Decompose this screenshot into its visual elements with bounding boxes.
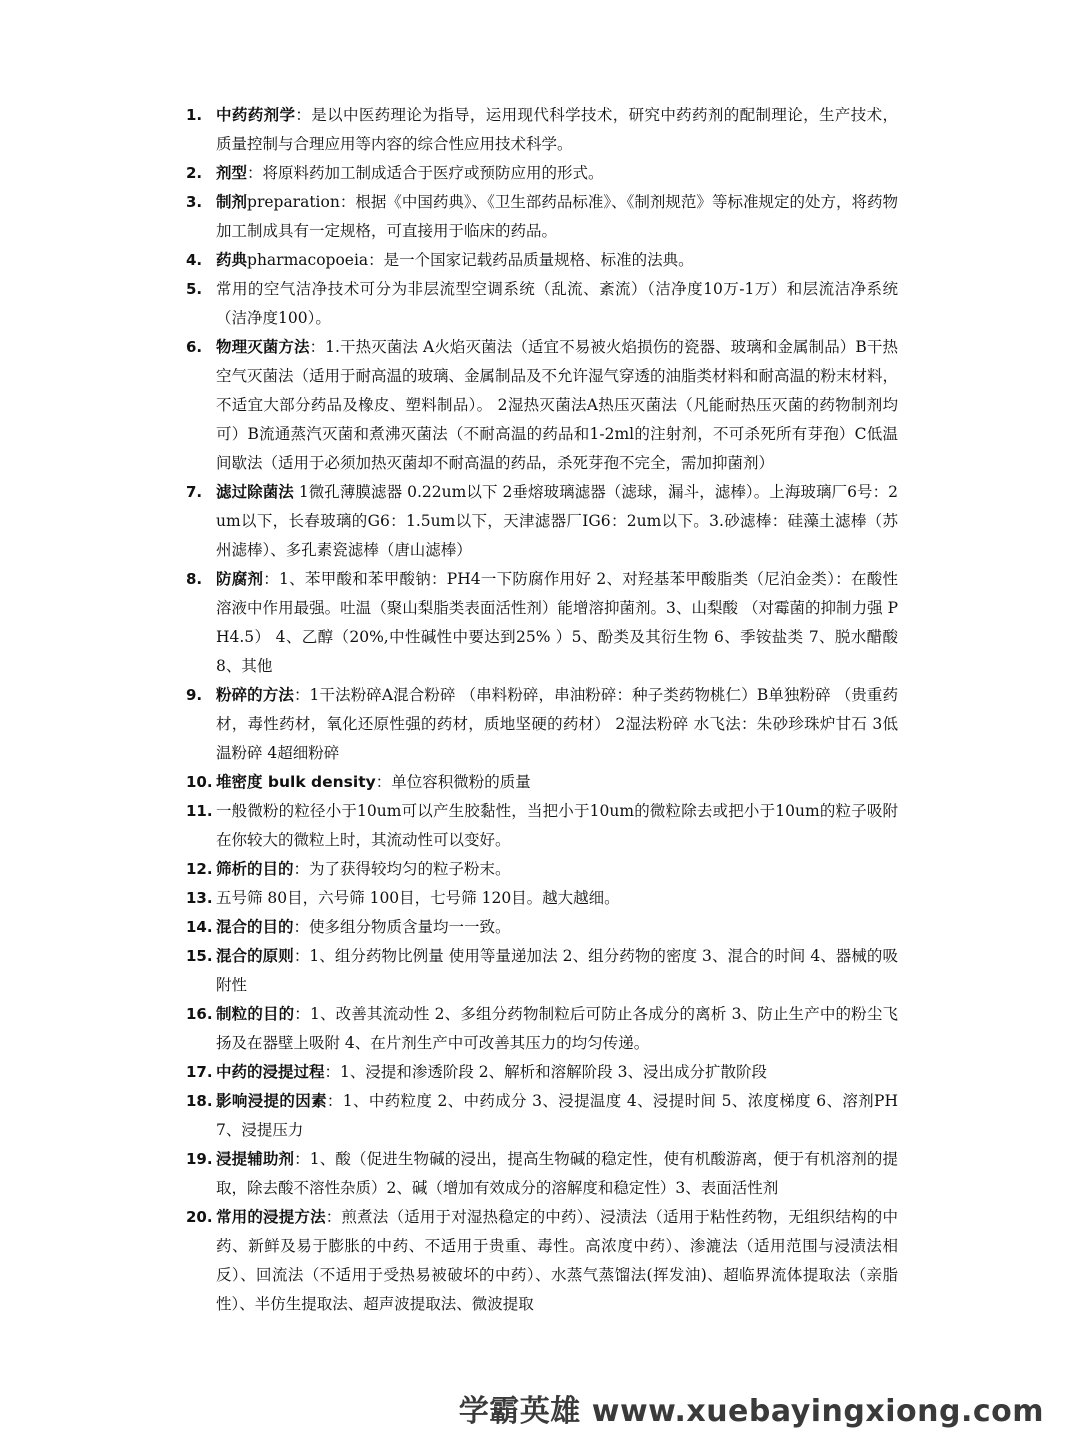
item-text bbox=[216, 913, 898, 942]
item-number: 10. bbox=[186, 773, 213, 791]
item-term: 粉碎的方法 bbox=[216, 686, 294, 704]
item-term: 中药药剂学 bbox=[216, 106, 296, 124]
item-number: 5. bbox=[186, 280, 203, 298]
item-number: 6. bbox=[186, 338, 203, 356]
item-term: 制剂 bbox=[216, 193, 248, 211]
item-body: ：为了获得较均匀的粒子粉末。 bbox=[293, 860, 511, 878]
item-number: 14. bbox=[186, 918, 213, 936]
list-item bbox=[186, 855, 898, 884]
list-item bbox=[186, 913, 898, 942]
item-text bbox=[216, 768, 898, 797]
item-number: 20. bbox=[186, 1208, 213, 1226]
item-text bbox=[216, 159, 898, 188]
list-item bbox=[186, 1058, 898, 1087]
list-item bbox=[186, 942, 898, 1000]
item-term: 防腐剂 bbox=[216, 570, 264, 588]
item-text bbox=[216, 681, 898, 768]
item-number: 19. bbox=[186, 1150, 213, 1168]
item-text bbox=[216, 565, 898, 681]
item-text bbox=[216, 884, 898, 913]
list-item bbox=[186, 1203, 898, 1319]
item-text bbox=[216, 1087, 898, 1145]
item-body: ：1、浸提和渗透阶段 2、解析和溶解阶段 3、浸出成分扩散阶段 bbox=[324, 1063, 767, 1081]
list-item bbox=[186, 797, 898, 855]
list-item bbox=[186, 246, 898, 275]
item-term: 混合的目的 bbox=[216, 918, 294, 936]
item-text bbox=[216, 1145, 898, 1203]
item-number: 11. bbox=[186, 802, 213, 820]
item-body: 1微孔薄膜滤器 0.22um以下 2垂熔玻璃滤器（滤球，漏斗，滤棒）。上海玻璃厂6号：2um以下，长春玻璃的G6：1.5um以下，天津滤器厂IG6：2um以下。3.砂滤棒：硅藻土滤棒（苏州滤棒）、多孔素瓷滤棒（唐山滤棒） bbox=[216, 483, 898, 559]
list-item bbox=[186, 1000, 898, 1058]
item-text bbox=[216, 333, 898, 478]
item-text bbox=[216, 1058, 898, 1087]
item-number: 8. bbox=[186, 570, 203, 588]
item-text bbox=[216, 188, 898, 246]
item-text bbox=[216, 797, 898, 855]
item-text bbox=[216, 1000, 898, 1058]
document-body bbox=[186, 101, 898, 1319]
list-item bbox=[186, 681, 898, 768]
item-body: ：1干法粉碎A混合粉碎 （串料粉碎，串油粉碎：种子类药物桃仁）B单独粉碎 （贵重药材，毒性药材，氧化还原性强的药材，质地坚硬的药材） 2湿法粉碎 水飞法：朱砂珍珠炉甘石 3低温粉碎 4超细粉碎 bbox=[216, 686, 898, 762]
list-item bbox=[186, 884, 898, 913]
item-number: 16. bbox=[186, 1005, 213, 1023]
item-text bbox=[216, 101, 898, 159]
item-body: 常用的空气洁净技术可分为非层流型空调系统（乱流、紊流）（洁净度10万-1万）和层流洁净系统（洁净度100）。 bbox=[216, 280, 898, 327]
item-body: 五号筛 80目，六号筛 100目，七号筛 120目。越大越细。 bbox=[216, 889, 620, 907]
item-term: 混合的原则 bbox=[216, 947, 294, 965]
item-number: 1. bbox=[186, 106, 203, 124]
item-text bbox=[216, 855, 898, 884]
list-item bbox=[186, 333, 898, 478]
list-item bbox=[186, 159, 898, 188]
item-text bbox=[216, 478, 898, 565]
item-term: 药典 bbox=[216, 251, 248, 269]
item-term: 制粒的目的 bbox=[216, 1005, 295, 1023]
item-body: ：单位容积微粉的质量 bbox=[375, 773, 531, 791]
item-text bbox=[216, 942, 898, 1000]
item-body: ：将原料药加工制成适合于医疗或预防应用的形式。 bbox=[247, 164, 604, 182]
list-item bbox=[186, 1087, 898, 1145]
item-term: 筛析的目的 bbox=[216, 860, 294, 878]
item-body: 一般微粉的粒径小于10um可以产生胶黏性，当把小于10um的微粒除去或把小于10um的粒子吸附在你较大的微粒上时，其流动性可以变好。 bbox=[216, 802, 898, 849]
list-item bbox=[186, 1145, 898, 1203]
site-watermark: 学霸英雄 www.xuebayingxiong.com bbox=[458, 1394, 1044, 1429]
item-body: ：1、组分药物比例量 使用等量递加法 2、组分药物的密度 3、混合的时间 4、器械的吸附性 bbox=[216, 947, 898, 994]
item-number: 17. bbox=[186, 1063, 213, 1081]
list-item bbox=[186, 478, 898, 565]
item-number: 15. bbox=[186, 947, 213, 965]
item-term: 物理灭菌方法 bbox=[216, 338, 310, 356]
item-term: 滤过除菌法 bbox=[216, 483, 294, 501]
item-term: 剂型 bbox=[216, 164, 248, 182]
item-term: 浸提辅助剂 bbox=[216, 1150, 295, 1168]
item-body: preparation：根据《中国药典》、《卫生部药品标准》、《制剂规范》等标准规定的处方，将药物加工制成具有一定规格，可直接用于临床的药品。 bbox=[216, 193, 898, 240]
list-item bbox=[186, 275, 898, 333]
item-body: ：使多组分物质含量均一一致。 bbox=[293, 918, 511, 936]
item-number: 12. bbox=[186, 860, 213, 878]
item-number: 3. bbox=[186, 193, 203, 211]
item-number: 2. bbox=[186, 164, 203, 182]
item-term: 影响浸提的因素 bbox=[216, 1092, 327, 1110]
item-text bbox=[216, 275, 898, 333]
item-body: ：煎煮法（适用于对湿热稳定的中药）、浸渍法（适用于粘性药物，无组织结构的中药、新鲜及易于膨胀的中药、不适用于贵重、毒性。高浓度中药）、渗漉法（适用范围与浸渍法相反）、回流法（不适用于受热易被破坏的中药）、水蒸气蒸馏法(挥发油)、超临界流体提取法（亲脂性）、半仿生提取法、超声波提取法、微波提取 bbox=[216, 1208, 898, 1313]
item-body: pharmacopoeia：是一个国家记载药品质量规格、标准的法典。 bbox=[247, 251, 694, 269]
item-number: 4. bbox=[186, 251, 203, 269]
list-item bbox=[186, 768, 898, 797]
item-body: ：1、苯甲酸和苯甲酸钠：PH4一下防腐作用好 2、对羟基苯甲酸脂类（尼泊金类）：在酸性溶液中作用最强。吐温（聚山梨脂类表面活性剂）能增溶抑菌剂。3、山梨酸 （对霉菌的抑制力强 PH4.5） 4、乙醇（20%,中性碱性中要达到25% ）5、酚类及其衍生物 6、季铵盐类 7、脱水醋酸 8、其他 bbox=[216, 570, 898, 675]
item-text bbox=[216, 1203, 898, 1319]
item-body: ：1、改善其流动性 2、多组分药物制粒后可防止各成分的离析 3、防止生产中的粉尘飞扬及在器壁上吸附 4、在片剂生产中可改善其压力的均匀传递。 bbox=[216, 1005, 898, 1052]
item-number: 9. bbox=[186, 686, 203, 704]
list-item bbox=[186, 188, 898, 246]
item-number: 13. bbox=[186, 889, 213, 907]
item-text bbox=[216, 246, 898, 275]
item-term: 中药的浸提过程 bbox=[216, 1063, 325, 1081]
item-body: ：1、中药粒度 2、中药成分 3、浸提温度 4、浸提时间 5、浓度梯度 6、溶剂PH 7、浸提压力 bbox=[216, 1092, 898, 1139]
list-item bbox=[186, 565, 898, 681]
item-body: ：1、酸（促进生物碱的浸出，提高生物碱的稳定性，使有机酸游离，便于有机溶剂的提取，除去酸不溶性杂质）2、碱（增加有效成分的溶解度和稳定性）3、表面活性剂 bbox=[216, 1150, 898, 1197]
item-number: 7. bbox=[186, 483, 203, 501]
item-term: 常用的浸提方法 bbox=[216, 1208, 326, 1226]
item-body: ：1.干热灭菌法 A火焰灭菌法（适宜不易被火焰损伤的瓷器、玻璃和金属制品）B干热空气灭菌法（适用于耐高温的玻璃、金属制品及不允许湿气穿透的油脂类材料和耐高温的粉末材料，不适宜大部分药品及橡皮、塑料制品）。 2湿热灭菌法A热压灭菌法（凡能耐热压灭菌的药物制剂均可）B流通蒸汽灭菌和煮沸灭菌法（不耐高温的药品和1-2ml的注射剂，不可杀死所有芽孢）C低温间歇法（适用于必须加热灭菌却不耐高温的药品，杀死芽孢不完全，需加抑菌剂） bbox=[216, 338, 899, 472]
item-number: 18. bbox=[186, 1092, 213, 1110]
list-item bbox=[186, 101, 898, 159]
item-body: ：是以中医药理论为指导，运用现代科学技术，研究中药药剂的配制理论，生产技术，质量控制与合理应用等内容的综合性应用技术科学。 bbox=[216, 106, 898, 153]
item-term: 堆密度 bulk density bbox=[216, 773, 376, 791]
